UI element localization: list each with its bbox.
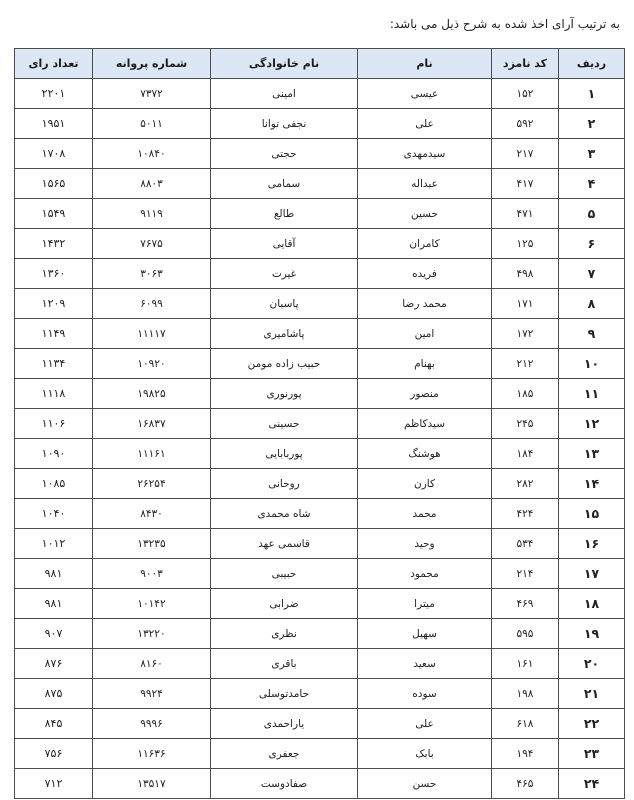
cell-first-name: حسین — [358, 199, 492, 229]
cell-license: ۹۱۱۹ — [93, 199, 211, 229]
cell-license: ۱۹۸۲۵ — [93, 379, 211, 409]
cell-votes: ۱۲۰۹ — [15, 289, 93, 319]
cell-last-name: حامدتوسلی — [211, 679, 358, 709]
cell-first-name: محمد رضا — [358, 289, 492, 319]
cell-last-name: جعفری — [211, 739, 358, 769]
cell-first-name: محمد — [358, 499, 492, 529]
cell-code: ۴۲۴ — [492, 499, 559, 529]
cell-code: ۱۷۲ — [492, 319, 559, 349]
cell-code: ۱۹۴ — [492, 739, 559, 769]
cell-rank: ۱۴ — [559, 469, 625, 499]
table-row — [15, 379, 625, 409]
cell-code: ۴۷۱ — [492, 199, 559, 229]
cell-rank: ۱۳ — [559, 439, 625, 469]
cell-votes: ۱۰۸۵ — [15, 469, 93, 499]
cell-rank: ۳ — [559, 139, 625, 169]
cell-last-name: حبیب زاده مومن — [211, 349, 358, 379]
cell-rank: ۱۱ — [559, 379, 625, 409]
table-header — [15, 49, 625, 79]
cell-rank: ۸ — [559, 289, 625, 319]
cell-votes: ۱۴۳۲ — [15, 229, 93, 259]
results-table — [14, 48, 625, 799]
cell-code: ۱۸۵ — [492, 379, 559, 409]
cell-rank: ۱۲ — [559, 409, 625, 439]
cell-last-name: یاراحمدی — [211, 709, 358, 739]
cell-first-name: عیسی — [358, 79, 492, 109]
cell-rank: ۱۰ — [559, 349, 625, 379]
table-row — [15, 169, 625, 199]
table-row — [15, 469, 625, 499]
cell-first-name: منصور — [358, 379, 492, 409]
header-license: شماره پروانه — [93, 49, 211, 79]
cell-first-name: بابک — [358, 739, 492, 769]
cell-rank: ۲۱ — [559, 679, 625, 709]
cell-votes: ۱۰۹۰ — [15, 439, 93, 469]
cell-votes: ۱۵۶۵ — [15, 169, 93, 199]
cell-code: ۲۴۵ — [492, 409, 559, 439]
cell-last-name: غیرت — [211, 259, 358, 289]
cell-last-name: پاسبان — [211, 289, 358, 319]
table-row — [15, 769, 625, 799]
cell-license: ۱۰۸۴۰ — [93, 139, 211, 169]
cell-license: ۷۶۷۵ — [93, 229, 211, 259]
cell-code: ۵۹۵ — [492, 619, 559, 649]
cell-rank: ۵ — [559, 199, 625, 229]
cell-votes: ۱۷۰۸ — [15, 139, 93, 169]
table-row — [15, 289, 625, 319]
cell-votes: ۱۱۳۴ — [15, 349, 93, 379]
cell-votes: ۱۳۶۰ — [15, 259, 93, 289]
table-row — [15, 319, 625, 349]
cell-license: ۵۰۱۱ — [93, 109, 211, 139]
cell-votes: ۱۵۴۹ — [15, 199, 93, 229]
table-row — [15, 439, 625, 469]
cell-last-name: پورنوری — [211, 379, 358, 409]
cell-last-name: امینی — [211, 79, 358, 109]
cell-rank: ۲۳ — [559, 739, 625, 769]
cell-first-name: سعید — [358, 649, 492, 679]
cell-votes: ۱۹۵۱ — [15, 109, 93, 139]
cell-last-name: حسینی — [211, 409, 358, 439]
cell-last-name: نظری — [211, 619, 358, 649]
cell-votes: ۹۸۱ — [15, 589, 93, 619]
cell-rank: ۲ — [559, 109, 625, 139]
cell-code: ۵۳۴ — [492, 529, 559, 559]
cell-first-name: سوده — [358, 679, 492, 709]
header-rank: ردیف — [559, 49, 625, 79]
table-row — [15, 229, 625, 259]
cell-last-name: ضرابی — [211, 589, 358, 619]
cell-first-name: کارن — [358, 469, 492, 499]
cell-license: ۱۱۱۱۷ — [93, 319, 211, 349]
cell-code: ۴۶۹ — [492, 589, 559, 619]
cell-first-name: سیدکاظم — [358, 409, 492, 439]
table-row — [15, 529, 625, 559]
cell-code: ۱۷۱ — [492, 289, 559, 319]
cell-license: ۸۴۳۰ — [93, 499, 211, 529]
cell-votes: ۸۴۵ — [15, 709, 93, 739]
cell-rank: ۱۷ — [559, 559, 625, 589]
header-last-name: نام خانوادگی — [211, 49, 358, 79]
cell-last-name: شاه محمدی — [211, 499, 358, 529]
cell-rank: ۹ — [559, 319, 625, 349]
cell-code: ۱۹۸ — [492, 679, 559, 709]
cell-votes: ۱۰۴۰ — [15, 499, 93, 529]
cell-rank: ۲۲ — [559, 709, 625, 739]
intro-text: به ترتیب آرای اخذ شده به شرح ذیل می باشد: — [389, 17, 620, 31]
table-row — [15, 349, 625, 379]
cell-code: ۱۶۱ — [492, 649, 559, 679]
cell-code: ۱۵۲ — [492, 79, 559, 109]
cell-license: ۱۱۶۳۶ — [93, 739, 211, 769]
table-body — [15, 79, 625, 799]
cell-last-name: نجفی توانا — [211, 109, 358, 139]
cell-last-name: باقری — [211, 649, 358, 679]
cell-code: ۴۱۷ — [492, 169, 559, 199]
cell-license: ۱۰۱۴۲ — [93, 589, 211, 619]
cell-rank: ۱۸ — [559, 589, 625, 619]
cell-license: ۱۳۲۳۵ — [93, 529, 211, 559]
cell-rank: ۱ — [559, 79, 625, 109]
cell-first-name: علی — [358, 709, 492, 739]
cell-first-name: عبداله — [358, 169, 492, 199]
cell-license: ۹۹۹۶ — [93, 709, 211, 739]
cell-last-name: پوربابایی — [211, 439, 358, 469]
table-row — [15, 559, 625, 589]
cell-rank: ۲۰ — [559, 649, 625, 679]
cell-code: ۲۱۲ — [492, 349, 559, 379]
table-row — [15, 409, 625, 439]
cell-license: ۲۶۲۵۴ — [93, 469, 211, 499]
cell-license: ۹۹۲۴ — [93, 679, 211, 709]
cell-votes: ۱۱۰۶ — [15, 409, 93, 439]
cell-votes: ۷۱۲ — [15, 769, 93, 799]
cell-code: ۱۲۵ — [492, 229, 559, 259]
cell-code: ۴۹۸ — [492, 259, 559, 289]
header-row — [15, 49, 625, 79]
cell-last-name: صفادوست — [211, 769, 358, 799]
cell-code: ۶۱۸ — [492, 709, 559, 739]
cell-votes: ۸۷۵ — [15, 679, 93, 709]
header-code: کد نامزد — [492, 49, 559, 79]
cell-last-name: پاشامیری — [211, 319, 358, 349]
cell-code: ۵۹۲ — [492, 109, 559, 139]
cell-license: ۱۰۹۲۰ — [93, 349, 211, 379]
cell-license: ۸۱۶۰ — [93, 649, 211, 679]
cell-first-name: محمود — [358, 559, 492, 589]
table-row — [15, 259, 625, 289]
cell-first-name: وحید — [358, 529, 492, 559]
table-row — [15, 679, 625, 709]
cell-code: ۲۱۴ — [492, 559, 559, 589]
cell-license: ۳۰۶۳ — [93, 259, 211, 289]
cell-last-name: آقایی — [211, 229, 358, 259]
cell-rank: ۲۴ — [559, 769, 625, 799]
cell-code: ۲۱۷ — [492, 139, 559, 169]
cell-first-name: کامران — [358, 229, 492, 259]
cell-first-name: فریده — [358, 259, 492, 289]
cell-first-name: سهیل — [358, 619, 492, 649]
cell-votes: ۱۱۱۸ — [15, 379, 93, 409]
cell-license: ۸۸۰۳ — [93, 169, 211, 199]
cell-last-name: سمامی — [211, 169, 358, 199]
cell-last-name: روحانی — [211, 469, 358, 499]
cell-license: ۱۶۸۳۷ — [93, 409, 211, 439]
cell-last-name: حبیبی — [211, 559, 358, 589]
cell-license: ۶۰۹۹ — [93, 289, 211, 319]
cell-votes: ۸۷۶ — [15, 649, 93, 679]
cell-first-name: سیدمهدی — [358, 139, 492, 169]
cell-first-name: بهنام — [358, 349, 492, 379]
header-votes: تعداد رای — [15, 49, 93, 79]
table-row — [15, 589, 625, 619]
cell-last-name: حجتی — [211, 139, 358, 169]
cell-license: ۱۳۲۲۰ — [93, 619, 211, 649]
cell-first-name: هوشنگ — [358, 439, 492, 469]
cell-rank: ۷ — [559, 259, 625, 289]
cell-first-name: میترا — [358, 589, 492, 619]
table-row — [15, 619, 625, 649]
cell-votes: ۲۲۰۱ — [15, 79, 93, 109]
cell-votes: ۹۰۷ — [15, 619, 93, 649]
cell-first-name: حسن — [358, 769, 492, 799]
cell-rank: ۱۵ — [559, 499, 625, 529]
cell-rank: ۶ — [559, 229, 625, 259]
table-row — [15, 109, 625, 139]
cell-first-name: امین — [358, 319, 492, 349]
cell-code: ۲۸۲ — [492, 469, 559, 499]
cell-votes: ۹۸۱ — [15, 559, 93, 589]
cell-license: ۱۳۵۱۷ — [93, 769, 211, 799]
cell-votes: ۷۵۶ — [15, 739, 93, 769]
table-row — [15, 739, 625, 769]
cell-rank: ۱۶ — [559, 529, 625, 559]
cell-votes: ۱۱۴۹ — [15, 319, 93, 349]
cell-code: ۴۶۵ — [492, 769, 559, 799]
table-row — [15, 199, 625, 229]
cell-last-name: طالع — [211, 199, 358, 229]
table-row — [15, 79, 625, 109]
cell-license: ۷۳۷۲ — [93, 79, 211, 109]
cell-license: ۹۰۰۳ — [93, 559, 211, 589]
cell-last-name: قاسمی عهد — [211, 529, 358, 559]
cell-code: ۱۸۴ — [492, 439, 559, 469]
cell-first-name: علی — [358, 109, 492, 139]
cell-rank: ۱۹ — [559, 619, 625, 649]
header-first-name: نام — [358, 49, 492, 79]
cell-license: ۱۱۱۶۱ — [93, 439, 211, 469]
table-row — [15, 649, 625, 679]
table-row — [15, 139, 625, 169]
table-row — [15, 499, 625, 529]
cell-rank: ۴ — [559, 169, 625, 199]
table-row — [15, 709, 625, 739]
cell-votes: ۱۰۱۲ — [15, 529, 93, 559]
